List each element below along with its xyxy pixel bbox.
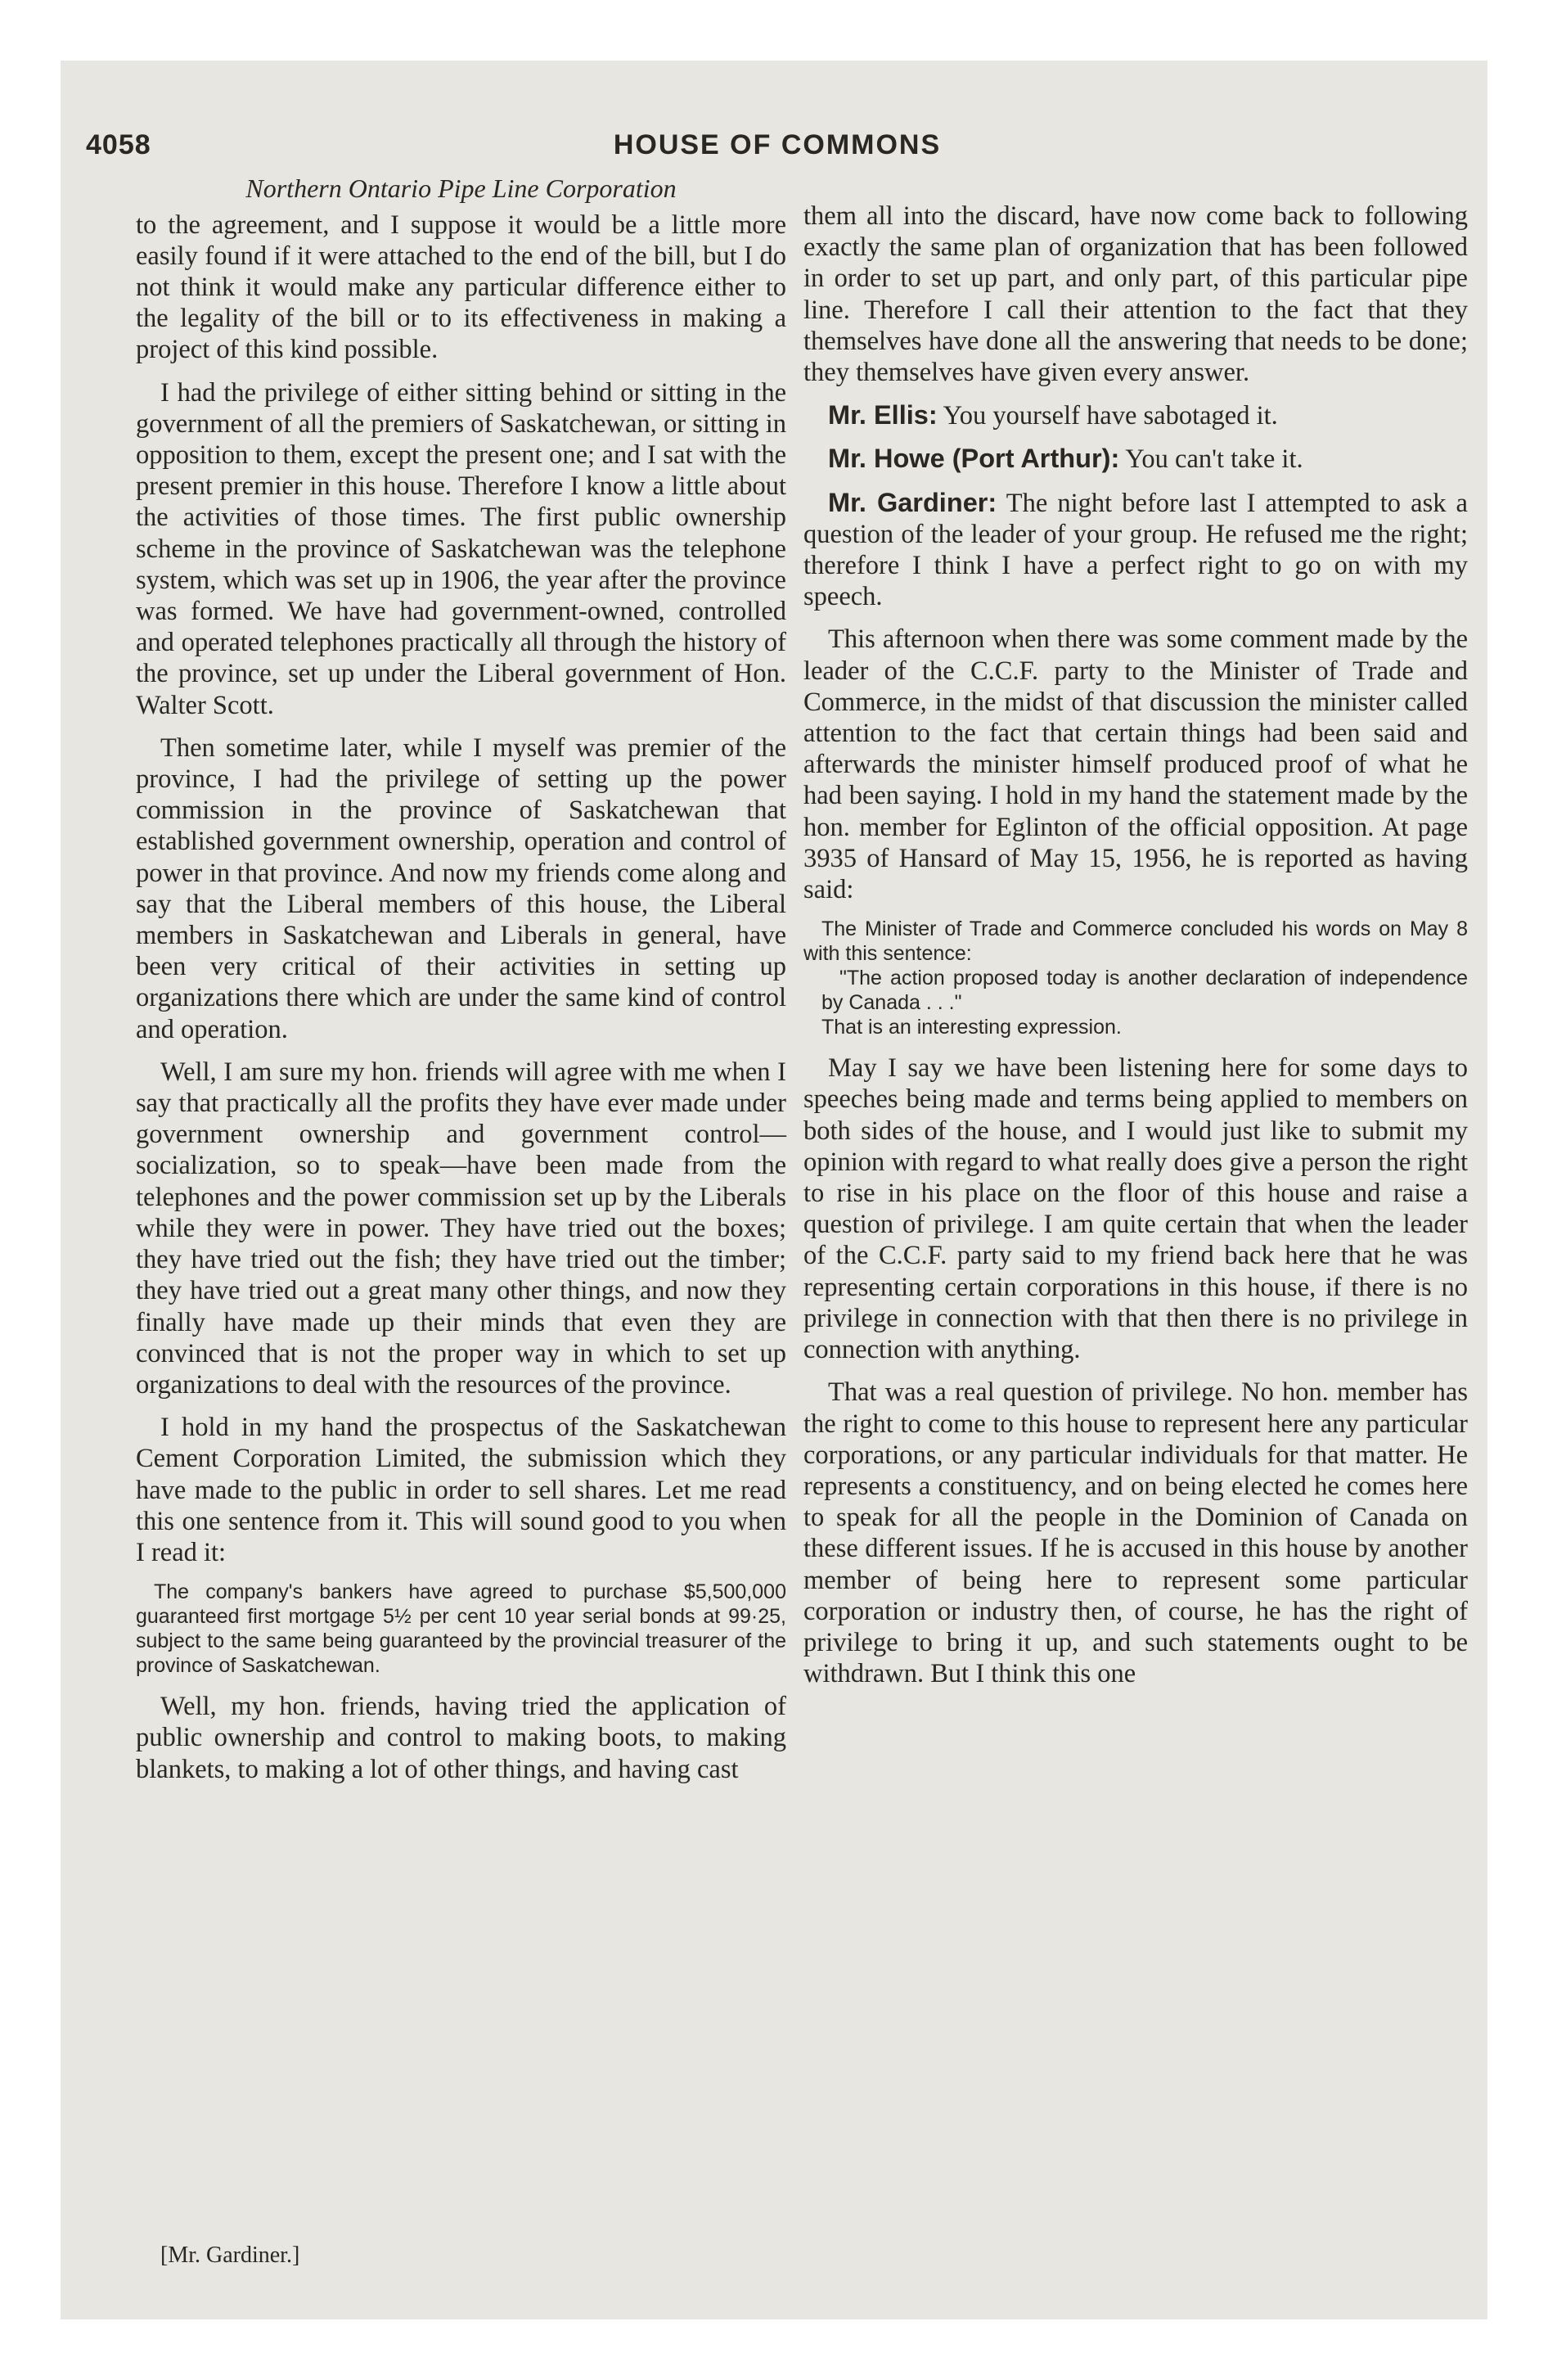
paragraph: I had the privilege of either sitting behind or sitting in the government of all the premiers of Saskatchewan, or sitting in opposition to them, except the present one; and I sat with the present premier in this house. Therefore I know a little about the activities of those times. The first public ownership scheme in the province of Saskatchewan was the telephone system, which was set up in 1906, the year after the province was formed. We have had government-owned, controlled and operated telephones practically all through the history of the province, set up under the Liberal government of Hon. Walter Scott. — [136, 377, 786, 720]
page-number: 4058 — [86, 129, 151, 160]
block-quote — [136, 1580, 786, 1678]
speech-text: You yourself have sabotaged it. — [943, 401, 1278, 431]
right-column — [803, 201, 1468, 1701]
page-header — [86, 129, 1469, 170]
speech-howe — [803, 443, 1468, 475]
quote-text: "The action proposed today is another declaration of independence by Canada . . ." — [821, 967, 1468, 1015]
paragraph: That was a real question of privilege. No hon. member has the right to come to this house to represent here any particular corporations, or any particular individuals for that matter. He represents a constituency, and on being elected he comes here to speak for all the people in the Dominion of Canada on these different issues. If he is accused in this house by another member of being here to represent some particular corporation or industry then, of course, he has the right of privilege to bring it up, and such statements ought to be withdrawn. But I think this one — [803, 1377, 1468, 1689]
speech-text: The night before last I attempted to ask a question of the leader of your group. He refused me the right; therefore I think I have a perfect right to go on with my speech. — [803, 488, 1468, 612]
quote-text: The company's bankers have agreed to purchase $5,500,000 guaranteed first mortgage 5½ per cent 10 year serial bonds at 99·25, subject to the same being guaranteed by the provincial treasurer of the province of Saskatchewan. — [136, 1580, 786, 1678]
speech-ellis — [803, 399, 1468, 431]
paragraph: This afternoon when there was some comment made by the leader of the C.C.F. party to the Minister of Trade and Commerce, in the midst of that discussion the minister called attention to the fact that certain things had been said and afterwards the minister himself produced proof of what he had been saying. I hold in my hand the statement made by the hon. member for Eglinton of the official opposition. At page 3935 of Hansard of May 15, 1956, he is reported as having said: — [803, 624, 1468, 905]
running-subhead: Northern Ontario Pipe Line Corporation — [245, 174, 677, 203]
paragraph: Then sometime later, while I myself was premier of the province, I had the privilege of setting up the power commission in the province of Saskatchewan that established government ownership, operation and control of power in that province. And now my friends come along and say that the Liberal members of this house, the Liberal members in Saskatchewan and Liberals in general, have been very critical of their activities in setting up organizations there which are under the same kind of control and operation. — [136, 732, 786, 1044]
speech-text: You can't take it. — [1125, 444, 1303, 475]
paragraph: them all into the discard, have now come back to following exactly the same plan of organization that has been followed in order to set up part, and only part, of this particular pipe line. Therefore I call their attention to the fact that they themselves have done all the answering that needs to be done; they themselves have given every answer. — [803, 201, 1468, 388]
speech-gardiner — [803, 487, 1468, 613]
paragraph: Well, my hon. friends, having tried the application of public ownership and control to making boots, to making blankets, to making a lot of other things, and having cast — [136, 1692, 786, 1784]
speaker-name: Mr. Ellis: — [828, 400, 938, 430]
paragraph: to the agreement, and I suppose it would be a little more easily found if it were attached to the end of the bill, but I do not think it would make any particular difference either to the legality of the bill or to its effectiveness in making a project of this kind possible. — [136, 210, 786, 365]
left-column — [136, 172, 786, 1796]
paragraph: Well, I am sure my hon. friends will agree with me when I say that practically all the profits they have ever made under government ownership and government control—socialization, so to speak—have been made from the telephones and the power commission set up by the Liberals while they were in power. They have tried out the boxes; they have tried out the fish; they have tried out the timber; they have tried out a great many other things, and now they finally have made up their minds that even they are convinced that is not the proper way in which to set up organizations to deal with the resources of the province. — [136, 1057, 786, 1400]
quote-text: That is an interesting expression. — [821, 1016, 1122, 1039]
block-quote — [803, 917, 1468, 1039]
speaker-footer: [Mr. Gardiner.] — [160, 2243, 300, 2268]
speaker-name: Mr. Gardiner: — [828, 487, 997, 517]
speaker-name: Mr. Howe (Port Arthur): — [828, 444, 1120, 474]
quote-text: The Minister of Trade and Commerce concluded his words on May 8 with this sentence: — [803, 917, 1468, 966]
paragraph: May I say we have been listening here for some days to speeches being made and terms being applied to members on both sides of the house, and I would just like to submit my opinion with regard to what really does give a person the right to rise in his place on the floor of this house and raise a question of privilege. I am quite certain that when the leader of the C.C.F. party said to my friend back here that he was representing certain corporations in this house, if there is no privilege in connection with that then there is no privilege in connection with anything. — [803, 1053, 1468, 1365]
page-title: HOUSE OF COMMONS — [613, 129, 942, 160]
paragraph: I hold in my hand the prospectus of the Saskatchewan Cement Corporation Limited, the submission which they have made to the public in order to sell shares. Let me read this one sentence from it. This will sound good to you when I read it: — [136, 1413, 786, 1567]
